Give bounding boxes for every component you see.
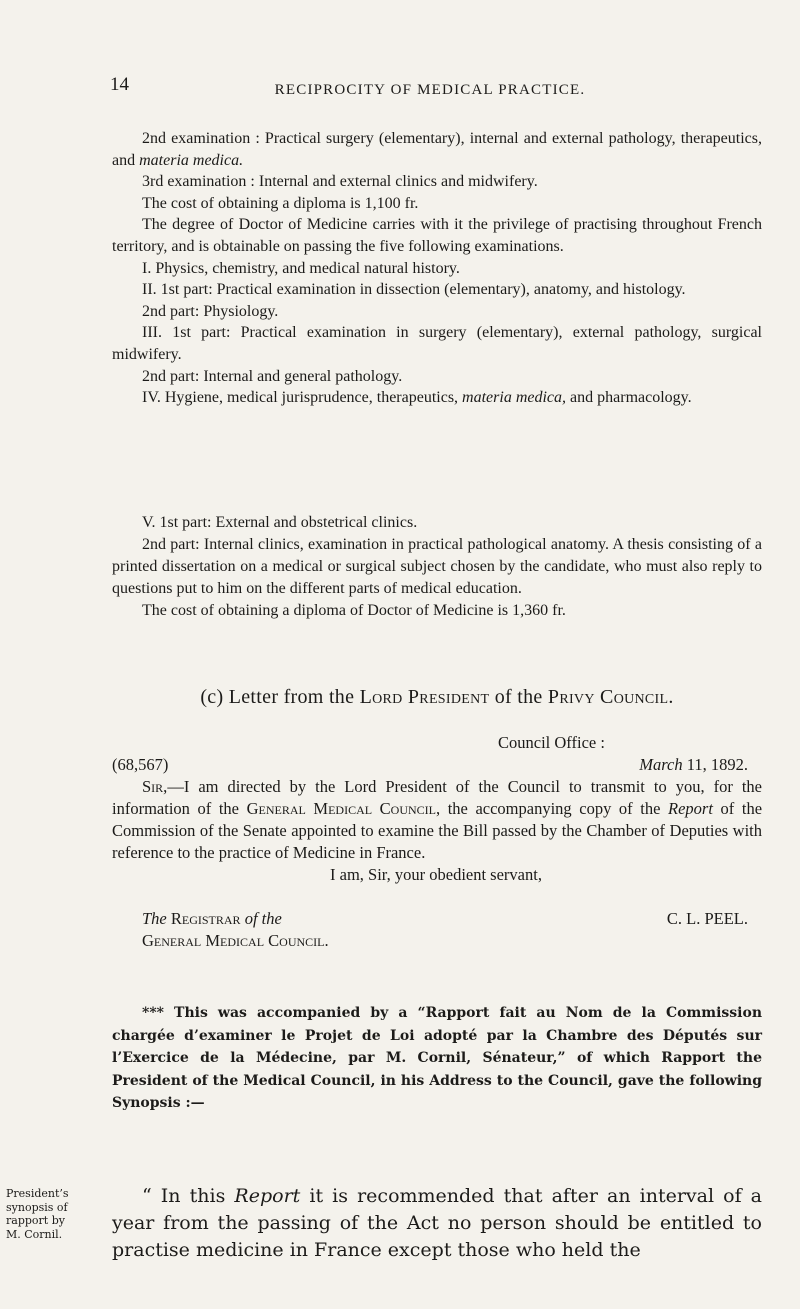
signature-organisation: General Medical Council. [142, 931, 329, 950]
paragraph: IV. Hygiene, medical jurisprudence, therapeutics, materia medica, and pharmacology. [142, 389, 692, 407]
examinations-list-continued [112, 512, 762, 622]
letter-body: Sir,—I am directed by the Lord President of the Council to transmit to you, for the information of the General Medical Council, the accompanying copy of the Report of the Commission of the Senate appointed to examine the Bill passed by the Chamber of Deputies with reference to the practice of Medicine in France. [112, 777, 763, 862]
examinations-list [112, 128, 762, 409]
paragraph: The degree of Doctor of Medicine carries with it the privilege of practising throughout French territory, and is obtainable on passing the five following examinations. [112, 216, 762, 255]
running-title: RECIPROCITY OF MEDICAL PRACTICE. [274, 82, 586, 98]
paragraph: I. Physics, chemistry, and medical natural history. [142, 259, 460, 277]
paragraph: 2nd part: Internal and general pathology. [142, 367, 403, 385]
letter-reference: (68,567) [112, 755, 169, 774]
paragraph: V. 1st part: External and obstetrical clinics. [142, 514, 418, 531]
paragraph: 2nd part: Internal clinics, examination in practical pathological anatomy. A thesis consisting of a printed dissertation on a medical or surgical subject chosen by the candidate, who must also reply to questions put to him on the different parts of medical education. [112, 536, 762, 597]
page-number: 14 [110, 74, 129, 95]
letter-office: Council Office : [498, 733, 605, 752]
letter [112, 732, 762, 952]
section-heading: (c) Letter from the Lord President of the Privy Council. [200, 686, 674, 708]
letter-date: March 11, 1892. [639, 755, 748, 774]
synopsis-quote: “ In this Report it is recommended that after an interval of a year from the passing of the Act no person should be entitled to practise medicine in France except those who held the [112, 1185, 763, 1261]
margin-note: President’s synopsis of rapport by M. Cornil. [6, 1187, 69, 1241]
editorial-note: *** This was accompanied by a “Rapport fait au Nom de la Commission chargée d’examiner le Projet de Loi adopté par la Chambre des Députés sur l’Exercice de la Médecine, par M. Cornil, Sénateur,” of which Rapport the President of the Medical Council, in his Address to the Council, gave the following Synopsis :— [112, 1005, 762, 1112]
paragraph: II. 1st part: Practical examination in dissection (elementary), anatomy, and histology. [142, 281, 686, 299]
paragraph: III. 1st part: Practical examination in surgery (elementary), external pathology, surgical midwifery. [112, 324, 762, 363]
letter-closing: I am, Sir, your obedient servant, [330, 865, 542, 884]
paragraph: 3rd examination : Internal and external clinics and midwifery. [142, 173, 538, 191]
paragraph: The cost of obtaining a diploma is 1,100 fr. [142, 194, 419, 212]
paragraph: The cost of obtaining a diploma of Doctor of Medicine is 1,360 fr. [142, 602, 566, 619]
paragraph: 2nd part: Physiology. [142, 302, 279, 320]
signatory-name: C. L. PEEL. [666, 909, 748, 928]
letter-reference-row [112, 754, 762, 776]
paragraph: 2nd examination : Practical surgery (elementary), internal and external pathology, therapeutics, and materia medica. [112, 130, 762, 169]
letter-signature: The Registrar of the C. L. PEEL. [142, 909, 748, 928]
